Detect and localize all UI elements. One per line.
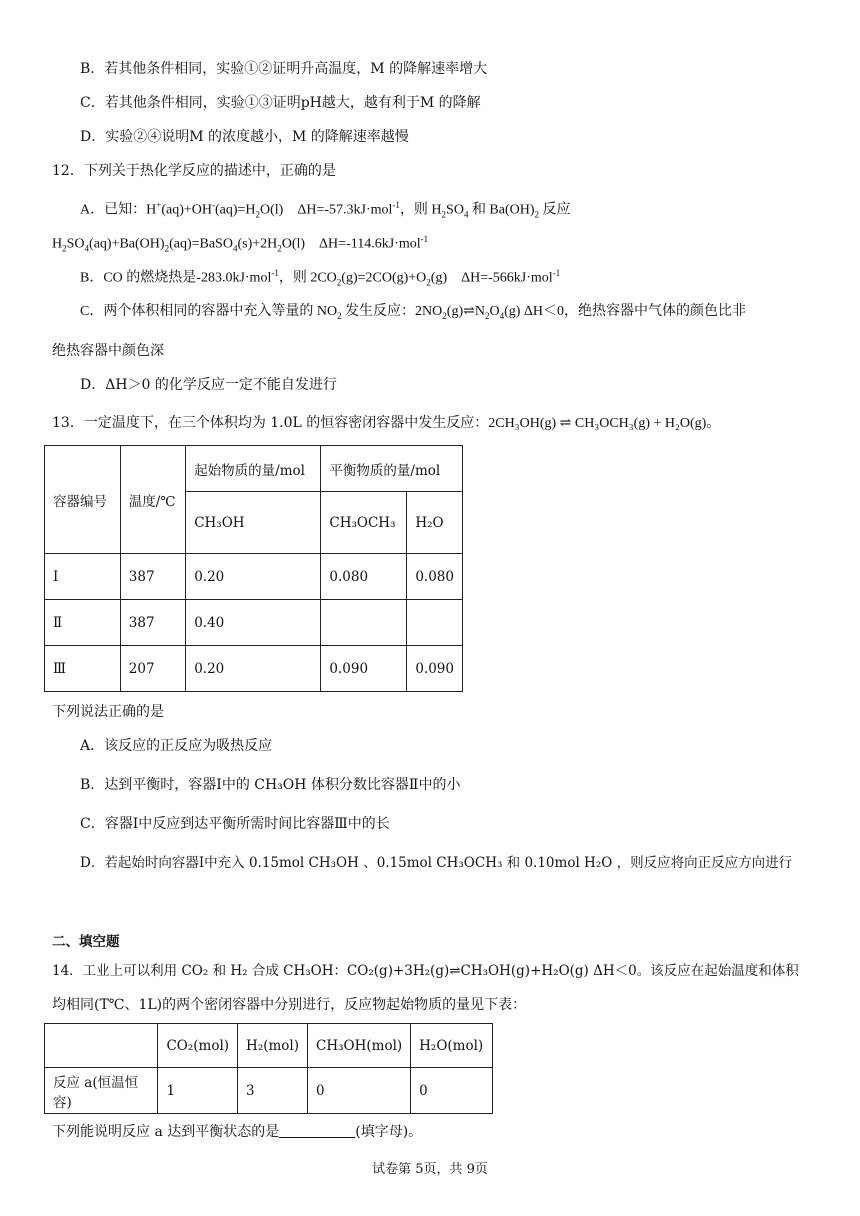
q12-stem: 12．下列关于热化学反应的描述中，正确的是 <box>52 163 336 179</box>
header-start: 起始物质的量/mol <box>186 446 321 492</box>
q13-stem: 13．一定温度下，在三个体积均为 1.0L 的恒容密闭容器中发生反应：2CH₃OH(g) ⇌ CH₃OCH₃(g) + H₂O(g)。 <box>52 415 721 431</box>
header-eq: 平衡物质的量/mol <box>321 446 463 492</box>
row-h2o: 0.080 <box>407 554 463 600</box>
header-container: 容器编号 <box>45 446 121 554</box>
q12-option-d: D．ΔH＞0 的化学反应一定不能自发进行 <box>80 377 337 393</box>
q11-option-c: C．若其他条件相同，实验①③证明pH越大，越有利于M 的降解 <box>80 95 481 111</box>
q13-option-d: D．若起始时向容器Ⅰ中充入 0.15mol CH₃OH 、0.15mol CH₃OCH₃ 和 0.10mol H₂O ，则反应将向正反应方向进行 <box>80 855 793 871</box>
q11-option-d: D．实验②④说明M 的浓度越小，M 的降解速率越慢 <box>80 129 409 145</box>
row-temp: 387 <box>120 600 185 646</box>
q13-prompt: 下列说法正确的是 <box>52 704 164 720</box>
answer-blank[interactable] <box>279 1123 355 1138</box>
row-co2: 1 <box>158 1068 238 1114</box>
header-h2o: H₂O(mol) <box>411 1024 493 1068</box>
header-ch3och3: CH₃OCH₃ <box>321 492 407 554</box>
q14-line1: 14．工业上可以利用 CO₂ 和 H₂ 合成 CH₃OH：CO₂(g)+3H₂(g)⇌CH₃OH(g)+H₂O(g) ΔH＜0。该反应在起始温度和体积 <box>52 963 799 979</box>
row-label: 反应 a(恒温恒容) <box>45 1068 158 1114</box>
q14-table <box>44 1023 493 1114</box>
row-ch3oh: 0.20 <box>186 554 321 600</box>
table-row <box>45 646 463 692</box>
header-temp: 温度/℃ <box>120 446 185 554</box>
row-id: Ⅰ <box>45 554 121 600</box>
q13-option-a: A．该反应的正反应为吸热反应 <box>80 738 273 754</box>
header-co2: CO₂(mol) <box>158 1024 238 1068</box>
q13-equation: 2CH₃OH(g) ⇌ CH₃OCH₃(g) + H₂O(g)。 <box>488 416 721 431</box>
section-title: 二、填空题 <box>52 934 120 950</box>
header-h2o: H₂O <box>407 492 463 554</box>
row-id: Ⅱ <box>45 600 121 646</box>
q13-table <box>44 445 463 692</box>
row-ch3och3: 0.090 <box>321 646 407 692</box>
row-ch3oh: 0.20 <box>186 646 321 692</box>
row-h2o <box>407 600 463 646</box>
q14-question: 下列能说明反应 a 达到平衡状态的是 (填字母)。 <box>52 1124 423 1140</box>
header-ch3oh: CH₃OH <box>186 492 321 554</box>
row-temp: 207 <box>120 646 185 692</box>
header-ch3oh: CH₃OH(mol) <box>308 1024 411 1068</box>
row-h2o: 0 <box>411 1068 493 1114</box>
q12-option-a-equation: $H_2SO_4(aq)+Ba(OH)_2(aq)=BaSO_4(s)+2H_2O(l)$ ΔH=-114.6kJ·mol$^{-1}$ <box>52 234 429 254</box>
row-id: Ⅲ <box>45 646 121 692</box>
row-ch3oh: 0 <box>308 1068 411 1114</box>
q13-option-b: B．达到平衡时，容器Ⅰ中的 CH₃OH 体积分数比容器Ⅱ中的小 <box>80 777 461 793</box>
table-row <box>45 600 463 646</box>
q12-option-b: B．CO 的燃烧热是-283.0kJ·mol$^{-1}$，则 $2CO_2(g)=2CO(g)+O_2(g)$ ΔH=-566kJ·mol$^{-1}$ <box>80 268 561 288</box>
q14-line2: 均相同(T℃、1L)的两个密闭容器中分别进行，反应物起始物质的量见下表： <box>52 997 527 1013</box>
table-row <box>45 1068 493 1114</box>
row-h2o: 0.090 <box>407 646 463 692</box>
q12-option-a: A．已知：$H^+(aq)+OH^-(aq)=H_2O(l)$ ΔH=-57.3kJ·mol$^{-1}$，则 $H_2SO_4$ 和 $Ba(OH)_2$ 反应 <box>80 200 571 220</box>
row-ch3och3: 0.080 <box>321 554 407 600</box>
q12-option-c: C．两个体积相同的容器中充入等量的 $NO_2$ 发生反应：$2NO_2(g)\rightleftharpoons N_2O_4(g)$ ΔH＜0，绝热容器中气体的颜色比非 <box>80 304 747 321</box>
row-ch3oh: 0.40 <box>186 600 321 646</box>
row-h2: 3 <box>238 1068 308 1114</box>
page-footer: 试卷第 5页，共 9页 <box>372 1162 488 1177</box>
q11-option-b: B．若其他条件相同，实验①②证明升高温度，M 的降解速率增大 <box>80 61 488 77</box>
q12-option-c-cont: 绝热容器中颜色深 <box>52 343 164 359</box>
table-row <box>45 554 463 600</box>
q13-option-c: C．容器Ⅰ中反应到达平衡所需时间比容器Ⅲ中的长 <box>80 816 390 832</box>
row-temp: 387 <box>120 554 185 600</box>
header-h2: H₂(mol) <box>238 1024 308 1068</box>
row-ch3och3 <box>321 600 407 646</box>
header-blank <box>45 1024 158 1068</box>
